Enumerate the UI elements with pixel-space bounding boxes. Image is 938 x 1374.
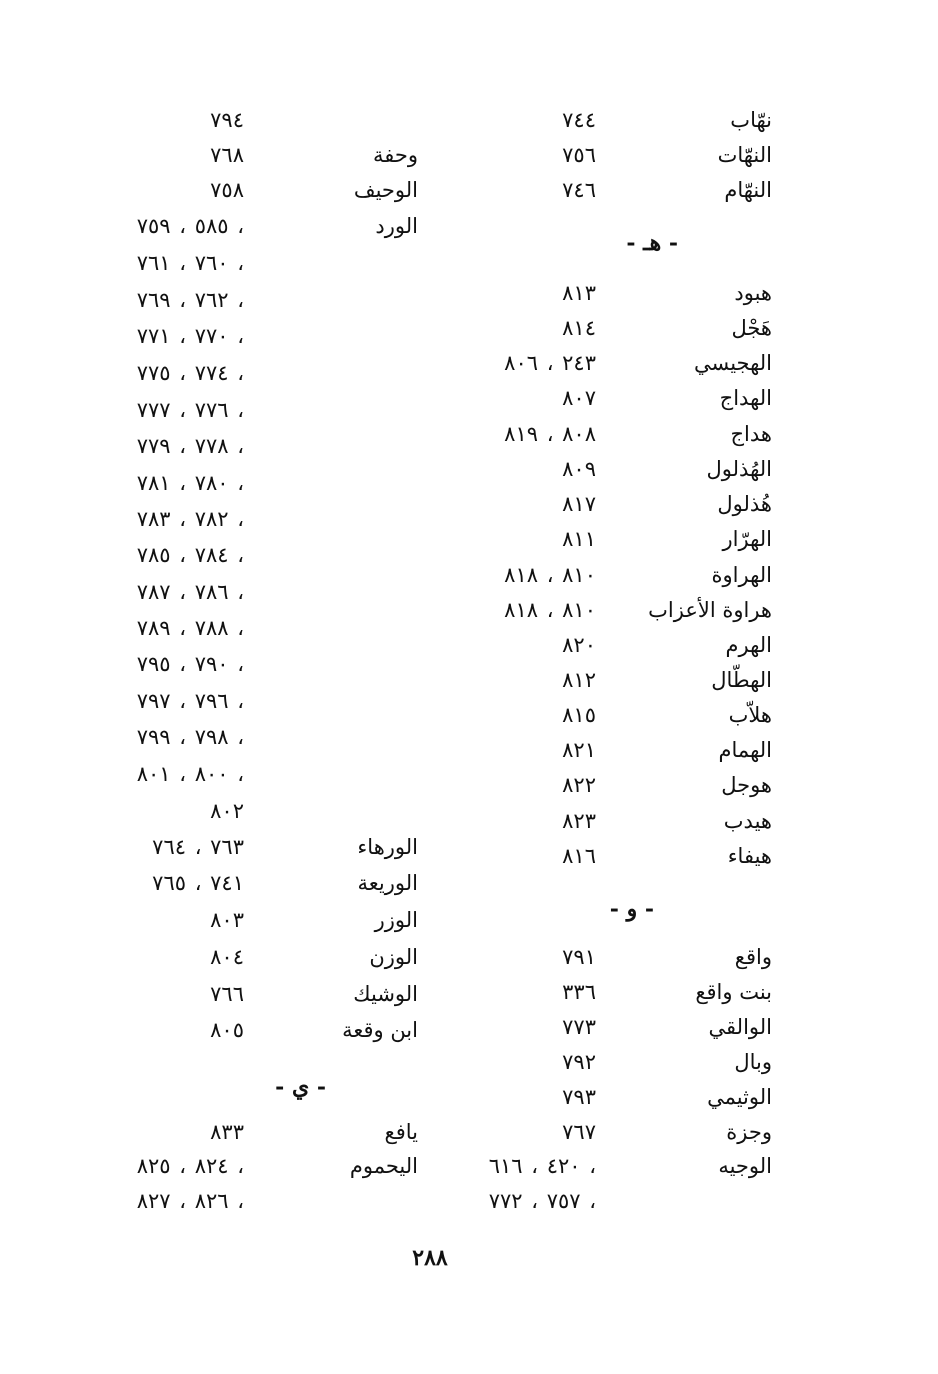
entry-name: الوريعة	[357, 871, 418, 895]
entry-pages: ٨١٠ ، ٨١٨	[504, 563, 596, 587]
entry-name: الوحيف	[353, 178, 418, 202]
section-header: - ي -	[275, 1074, 326, 1100]
entry-pages: ٨٢٠	[562, 633, 596, 657]
entry-pages: ٨١٧	[562, 492, 596, 516]
entry-name: الهُذلول	[706, 457, 772, 481]
entry-pages: ٨٠٧	[562, 386, 596, 410]
entry-name: هداج	[730, 422, 772, 446]
entry-name: الهراوة	[711, 563, 772, 587]
entry-name: وبال	[734, 1050, 772, 1074]
entry-name: هوجل	[721, 773, 772, 797]
entry-pages: ٨٣٣	[210, 1120, 244, 1144]
entry-pages-continued: ٧٧٨ ، ٧٧٩ ،	[136, 434, 244, 458]
entry-pages: ٧٥٨	[210, 178, 244, 202]
entry-pages: ٨٢٣	[562, 809, 596, 833]
entry-pages: ٧٦٨	[210, 143, 244, 167]
entry-pages-continued: ٧٨٤ ، ٧٨٥ ،	[136, 543, 244, 567]
entry-name: نهّاب	[730, 108, 772, 132]
entry-pages-continued: ٧٦٠ ، ٧٦١ ،	[136, 251, 244, 275]
entry-pages-continued: ٧٧٦ ، ٧٧٧ ،	[136, 398, 244, 422]
entry-pages-continued: ٧٨٠ ، ٧٨١ ،	[136, 471, 244, 495]
section-header: - و -	[609, 896, 654, 922]
entry-pages-continued: ٨٢٦ ، ٨٢٧ ،	[136, 1189, 244, 1213]
entry-name: وجزة	[726, 1120, 772, 1144]
entry-pages: ٧٤١ ، ٧٦٥	[152, 871, 244, 895]
entry-pages: ٨٢٤ ، ٨٢٥ ،	[136, 1154, 244, 1178]
entry-pages: ٨٠٩	[562, 457, 596, 481]
section-header: - هـ -	[626, 230, 678, 256]
entry-name: الوجيه	[718, 1154, 772, 1178]
entry-pages: ٣٣٦	[562, 980, 596, 1004]
entry-name: الهجيسي	[693, 351, 772, 375]
entry-name: هلاّب	[728, 703, 772, 727]
entry-name: الورد	[375, 214, 418, 238]
entry-pages: ٨١٢	[562, 668, 596, 692]
entry-name: الوالقي	[708, 1015, 772, 1039]
entry-pages: ٨٠٥	[210, 1018, 244, 1042]
entry-name: النهّام	[724, 178, 772, 202]
entry-pages: ٧٩٢	[562, 1050, 596, 1074]
entry-pages: ٧٩١	[562, 945, 596, 969]
entry-pages-continued: ٧٦٢ ، ٧٦٩ ،	[136, 288, 244, 312]
entry-name: الوزن	[369, 945, 418, 969]
entry-name: هراوة الأعزاب	[648, 598, 772, 622]
page-number: ٢٨٨	[412, 1245, 448, 1271]
entry-name: الوثيمي	[707, 1085, 772, 1109]
entry-pages: ٧٤٦	[562, 178, 596, 202]
entry-name: ابن وقعة	[342, 1018, 418, 1042]
entry-name: وحفة	[372, 143, 418, 167]
entry-name: واقع	[734, 945, 772, 969]
entry-pages: ٧٧٣	[562, 1015, 596, 1039]
entry-name: هبود	[734, 281, 772, 305]
entry-name: الهطّال	[711, 668, 772, 692]
entry-pages: ٨٠٣	[210, 908, 244, 932]
entry-pages: ٧٤٤	[562, 108, 596, 132]
entry-pages-continued: ٧٨٢ ، ٧٨٣ ،	[136, 507, 244, 531]
entry-pages: ٧٩٣	[562, 1085, 596, 1109]
entry-pages: ٢٤٣ ، ٨٠٦	[504, 351, 596, 375]
entry-name: الهداج	[719, 386, 772, 410]
entry-pages: ٨١٦	[562, 844, 596, 868]
entry-pages-continued: ٧٩٦ ، ٧٩٧ ،	[136, 689, 244, 713]
entry-name: هيدب	[723, 809, 772, 833]
entry-pages: ٨٠٨ ، ٨١٩	[504, 422, 596, 446]
entry-pages: ٨١٥	[562, 703, 596, 727]
entry-pages: ٧٥٦	[562, 143, 596, 167]
entry-pages: ٨٢١	[562, 738, 596, 762]
entry-pages: ٨٢٢	[562, 773, 596, 797]
entry-name: الوشيك	[353, 982, 418, 1006]
entry-name: الهرّار	[722, 527, 772, 551]
entry-pages-continued: ٧٩٨ ، ٧٩٩ ،	[136, 725, 244, 749]
entry-name: هُذلول	[717, 492, 772, 516]
entry-pages: ٨١٠ ، ٨١٨	[504, 598, 596, 622]
entry-pages-continued: ٧٥٧ ، ٧٧٢ ،	[488, 1189, 596, 1213]
entry-pages: ٨١١	[562, 527, 596, 551]
entry-name: يافع	[384, 1120, 418, 1144]
entry-pages-continued: ٧٨٨ ، ٧٨٩ ،	[136, 616, 244, 640]
entry-name: الهرم	[725, 633, 772, 657]
entry-pages: ٤٢٠ ، ٦١٦ ،	[488, 1154, 596, 1178]
entry-name: النهّات	[717, 143, 772, 167]
entry-name: الورهاء	[357, 835, 418, 859]
entry-name: اليحموم	[349, 1154, 418, 1178]
entry-pages-continued: ٧٧٤ ، ٧٧٥ ،	[136, 361, 244, 385]
entry-pages: ٧٦٦	[210, 982, 244, 1006]
entry-pages: ٨٠٤	[210, 945, 244, 969]
entry-pages: ٨١٣	[562, 281, 596, 305]
entry-pages: ٥٨٥ ، ٧٥٩ ،	[136, 214, 244, 238]
entry-pages: ٧٦٧	[562, 1120, 596, 1144]
entry-pages-continued: ٧٧٠ ، ٧٧١ ،	[136, 324, 244, 348]
entry-pages: ٧٩٤	[210, 108, 244, 132]
entry-pages-continued: ٧٨٦ ، ٧٨٧ ،	[136, 580, 244, 604]
entry-pages-continued: ٨٠٠ ، ٨٠١ ،	[136, 762, 244, 786]
entry-pages-continued: ٧٩٠ ، ٧٩٥ ،	[136, 652, 244, 676]
entry-name: هَجْل	[731, 316, 772, 340]
entry-pages: ٨١٤	[562, 316, 596, 340]
entry-name: بنت واقع	[695, 980, 772, 1004]
entry-name: الهمام	[718, 738, 772, 762]
entry-name: هيفاء	[727, 844, 772, 868]
entry-pages: ٧٦٣ ، ٧٦٤	[152, 835, 244, 859]
entry-name: الوزر	[374, 908, 418, 932]
entry-pages-continued: ٨٠٢	[210, 799, 244, 823]
